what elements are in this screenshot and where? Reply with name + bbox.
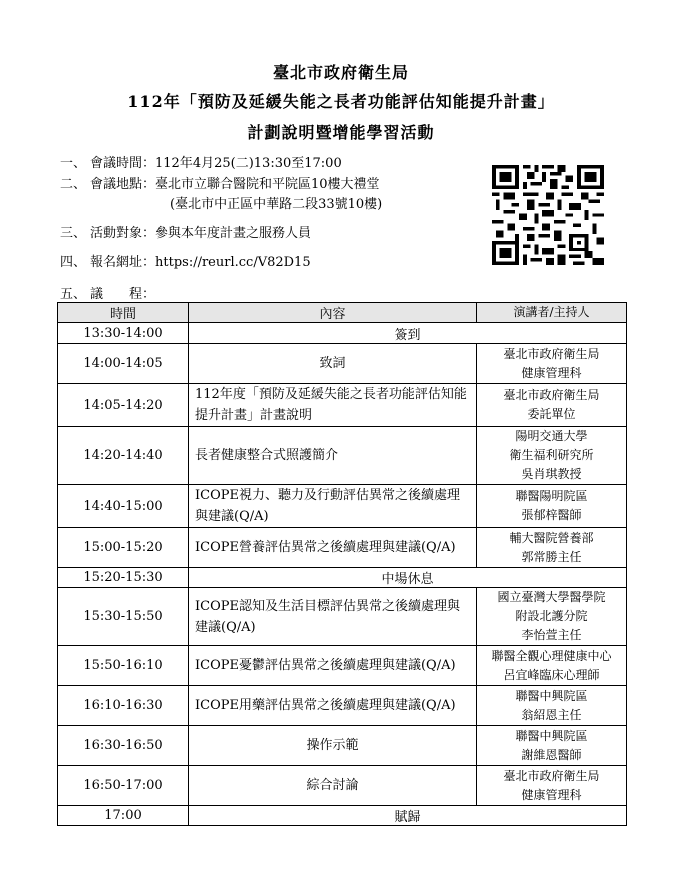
info-label: 會議時間： [90,156,156,171]
info-audience [60,222,311,241]
speaker-line: 衛生福利研究所 [509,448,594,462]
doc-title-agency: 臺北市政府衛生局 [272,63,409,82]
agenda-time: 14:40-15:00 [58,485,189,528]
speaker-line: 聯醫陽明院區 [515,489,588,503]
agenda-speaker [477,686,627,726]
agenda-topic: 綜合討論 [189,766,477,806]
speaker-line: 郭常勝主任 [521,549,582,564]
agenda-speaker [477,485,627,528]
agenda-header-row [58,303,627,323]
agenda-speaker [477,766,627,806]
table-row [58,646,627,686]
table-row [58,528,627,568]
agenda-time: 15:30-15:50 [58,588,189,646]
agenda-topic: ICOPE用藥評估異常之後續處理與建議(Q/A) [189,686,477,726]
speaker-line: 李怡萱主任 [521,628,582,642]
agenda-time: 15:50-16:10 [58,646,189,686]
speaker-line: 張郁梓醫師 [521,508,582,522]
speaker-line: 臺北市政府衛生局 [503,768,600,783]
info-label: 報名網址： [90,255,156,270]
speaker-line: 聯醫中興院區 [515,728,588,743]
speaker-line: 翁紹恩主任 [521,707,582,722]
info-label: 會議地點： [90,177,156,192]
info-registration [60,251,311,270]
agenda-speaker [477,427,627,485]
speaker-line: 謝維恩醫師 [521,747,582,762]
speaker-line: 附設北護分院 [515,609,588,623]
agenda-topic: ICOPE營養評估異常之後續處理與建議(Q/A) [189,528,477,568]
table-row [58,323,627,344]
qr-code-icon[interactable] [492,165,604,265]
speaker-line: 呂宜峰臨床心理師 [503,667,600,682]
agenda-topic: 操作示範 [189,726,477,766]
info-value: 參與本年度計畫之服務人員 [155,226,312,241]
agenda-time: 14:05-14:20 [58,384,189,427]
agenda-speaker [477,528,627,568]
agenda-topic: ICOPE憂鬱評估異常之後續處理與建議(Q/A) [189,646,477,686]
info-label: 議 程： [90,287,156,302]
info-agenda [60,283,155,302]
agenda-topic: ICOPE視力、聽力及行動評估異常之後續處理與建議(Q/A) [189,485,477,528]
agenda-speaker [477,344,627,384]
table-row [58,806,627,826]
info-value: (臺北市中正區中華路二段33號10樓) [170,197,383,212]
speaker-line: 臺北市政府衛生局 [503,388,600,402]
agenda-topic: ICOPE認知及生活目標評估異常之後續處理與建議(Q/A) [189,588,477,646]
speaker-line: 陽明交通大學 [515,429,588,443]
speaker-line: 委託單位 [527,407,576,421]
agenda-time: 16:10-16:30 [58,686,189,726]
info-number: 二、 [60,177,87,192]
info-number: 四、 [60,255,87,270]
info-number: 三、 [60,226,87,241]
table-row [58,588,627,646]
doc-title-plan: 112年「預防及延緩失能之長者功能評估知能提升計畫」 [127,92,555,111]
agenda-time: 17:00 [58,806,189,826]
speaker-line: 健康管理科 [521,365,582,380]
agenda-topic: 中場休息 [189,568,627,588]
table-row [58,485,627,528]
info-number: 一、 [60,156,87,171]
agenda-body [58,323,627,826]
agenda-speaker [477,646,627,686]
agenda-time: 15:20-15:30 [58,568,189,588]
doc-title-activity: 計劃說明暨增能學習活動 [247,123,435,142]
speaker-line: 吳肖琪教授 [521,467,582,481]
speaker-line: 臺北市政府衛生局 [503,346,600,361]
header-time: 時間 [58,303,189,323]
agenda-time: 15:00-15:20 [58,528,189,568]
info-meeting-place [60,173,380,192]
agenda-time: 14:00-14:05 [58,344,189,384]
agenda-topic: 簽到 [189,323,627,344]
agenda-time: 16:50-17:00 [58,766,189,806]
speaker-line: 聯醫中興院區 [515,688,588,703]
agenda-topic: 賦歸 [189,806,627,826]
speaker-line: 輔大醫院營養部 [509,530,594,545]
agenda-topic: 致詞 [189,344,477,384]
agenda-speaker [477,726,627,766]
table-row [58,427,627,485]
table-row [58,766,627,806]
registration-link[interactable]: https://reurl.cc/V82D15 [155,255,311,270]
table-row [58,384,627,427]
table-row [58,726,627,766]
header-content: 內容 [189,303,477,323]
info-value: 臺北市立聯合醫院和平院區10樓大禮堂 [155,177,380,192]
speaker-line: 健康管理科 [521,787,582,802]
table-row [58,686,627,726]
agenda-time: 14:20-14:40 [58,427,189,485]
info-value: 112年4月25(二)13:30至17:00 [155,156,342,171]
header-speaker: 演講者/主持人 [477,303,627,323]
info-number: 五、 [60,287,87,302]
info-meeting-address [170,193,382,212]
agenda-time: 13:30-14:00 [58,323,189,344]
agenda-speaker [477,588,627,646]
agenda-topic: 長者健康整合式照護簡介 [189,427,477,485]
speaker-line: 國立臺灣大學醫學院 [497,590,606,604]
agenda-time: 16:30-16:50 [58,726,189,766]
info-meeting-time [60,152,342,171]
speaker-line: 聯醫全觀心理健康中心 [491,648,612,663]
info-label: 活動對象： [90,226,156,241]
agenda-topic: 112年度「預防及延緩失能之長者功能評估知能提升計畫」計畫說明 [189,384,477,427]
table-row [58,568,627,588]
agenda-table [57,302,627,826]
table-row [58,344,627,384]
agenda-speaker [477,384,627,427]
